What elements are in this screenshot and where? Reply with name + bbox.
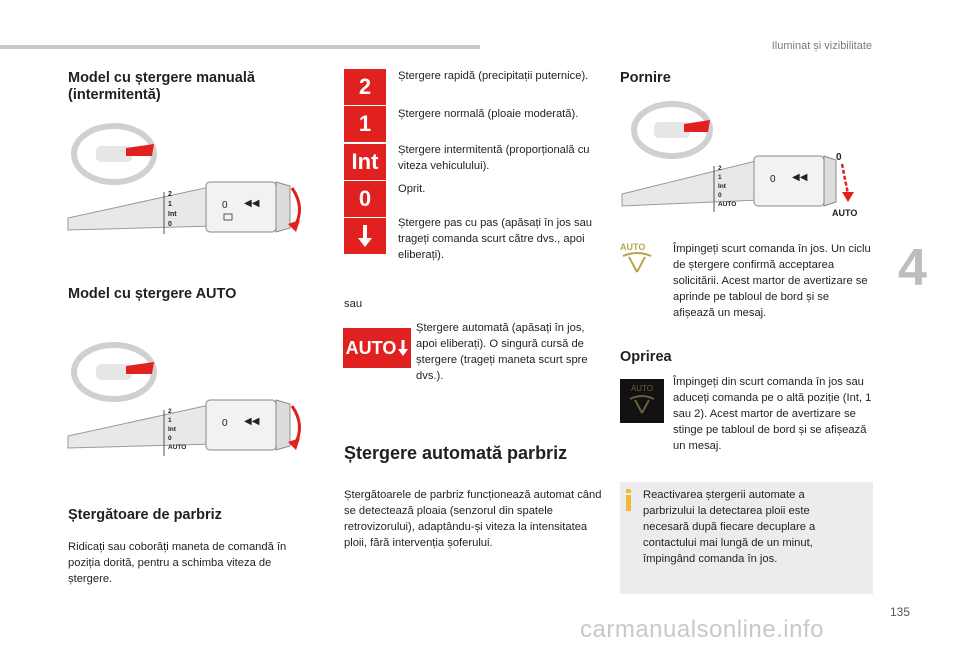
stalk-label-auto: AUTO [718,201,737,208]
auto-lamp-off [620,379,664,423]
stalk-label-int: Int [718,183,726,190]
wiper-lamp-off-icon [620,393,664,417]
down-arrow-icon [357,224,373,248]
wiper-stalk-manual-illustration [64,120,314,270]
stalk-label-0: 0 [168,435,172,442]
speed-1-text: Ștergere normală (ploaie moderată). [398,108,579,120]
auto-warning-lamp [620,242,656,279]
heading-auto-wiping: Ștergere automată parbriz [344,443,568,463]
speed-2-badge: 2 [344,69,386,105]
heading-auto-wiping-model: Model cu ștergere AUTO [68,286,237,302]
wipers-description: Ridicați sau coborâți maneta de comandă în poziția dorită, pentru a schimba viteza de ștergere. [68,541,287,585]
auto-lamp-label: AUTO [620,242,646,252]
stalk-label-1: 1 [168,417,172,424]
stop-description: Împingeți din scurt comanda în jos sau aduceți comanda pe o altă poziție (Int, 1 sau 2). Acest martor de avertizare se stinge pe tabloul de bord și se afișează un mesaj. [673,376,872,452]
auto-activation-illustration [620,100,870,230]
svg-text:◀◀: ◀◀ [244,416,260,427]
heading-manual-wiping: Model cu ștergere manuală (intermitentă) [68,70,255,103]
speed-2-text: Ștergere rapidă (precipitații puternice). [398,70,589,82]
auto-text: Ștergere automată (apăsați în jos, apoi eliberați). O singură cursă de ștergere (trageți maneta scurt spre dvs.). [416,322,588,382]
stalk-label-auto: AUTO [168,444,187,451]
stalk-label-1: 1 [718,174,722,181]
wiper-stalk-auto-illustration [64,340,314,480]
or-text: sau [344,298,363,310]
chapter-number: 4 [898,239,927,297]
info-text: Reactivarea ștergerii automate a parbrizului la detectarea ploii este necesară după fiecare decuplare a contactului mai lungă de un minut, împingând comanda în jos. [643,489,816,565]
stalk-label-2: 2 [168,191,172,198]
heading-windscreen-wipers: Ștergătoare de parbriz [68,507,222,523]
stalk-label-0: 0 [168,221,172,228]
watermark: carmanualsonline.info [580,616,824,643]
dark-lamp-label: AUTO [630,384,654,393]
speed-1-badge: 1 [344,106,386,142]
down-arrow-icon [398,339,408,357]
auto-wiping-description: Ștergătoarele de parbriz funcționează automat când se detectează ploaia (senzorul din spatele retrovizorului), adaptându-și viteza la intensitatea ploii, fără intervenția șoferului. [344,489,602,549]
stalk-label-2: 2 [168,408,172,415]
info-icon [625,489,632,511]
start-description: Împingeți scurt comanda în jos. Un ciclu de ștergere confirmă acceptarea solicitării. Acest martor de avertizare se aprinde pe tabloul de bord și se afișează un mesaj. [673,243,871,319]
intermittent-text: Ștergere intermitentă (proporțională cu viteza vehiculului). [398,144,590,172]
svg-text:◀◀: ◀◀ [244,198,260,209]
heading-start: Pornire [620,70,671,86]
position-0-label: 0 [836,152,842,163]
auto-badge [343,328,411,368]
svg-text:0: 0 [222,418,228,429]
single-wipe-badge [344,218,386,254]
off-badge: 0 [344,181,386,217]
stalk-label-int: Int [168,426,176,433]
svg-text:0: 0 [770,174,776,185]
heading-stop: Oprirea [620,349,672,365]
stalk-highlight [126,144,154,156]
single-wipe-text: Ștergere pas cu pas (apăsați în jos sau trageți comanda scurt către dvs., apoi eliberați). [398,217,593,261]
page-number: 135 [890,605,911,619]
position-auto-label: AUTO [832,208,858,218]
off-text: Oprit. [398,183,426,195]
section-title: Iluminat și vizibilitate [771,40,872,52]
auto-badge-label: AUTO [345,337,397,358]
stalk-label-2: 2 [718,165,722,172]
intermittent-badge: Int [344,144,386,180]
stalk-label-int: Int [168,211,177,218]
stalk-label-1: 1 [168,201,172,208]
header-rule [0,45,480,49]
svg-text:◀◀: ◀◀ [792,172,808,183]
wiper-lamp-icon [620,252,654,274]
stalk-label-0: 0 [718,192,722,199]
svg-text:0: 0 [222,200,228,211]
